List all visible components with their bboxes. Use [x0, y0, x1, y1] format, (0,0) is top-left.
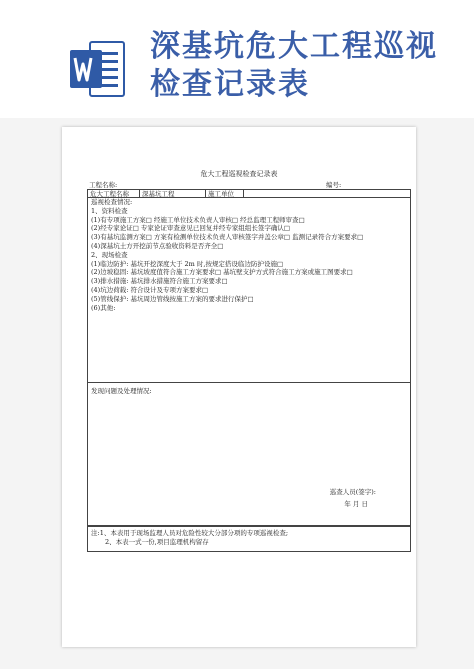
inspection-heading: 巡视检查情况: [91, 198, 133, 206]
check-item: (2)经专家论证□ 专家论证审查意见已回复并经专家组组长签字确认□ [91, 224, 291, 233]
inspection-section [87, 197, 411, 383]
document-title: 危大工程巡视检查记录表 [200, 170, 278, 178]
unit-label-cell: 施工单位 [206, 190, 244, 197]
check-item: (4)深基坑土方开挖前节点验收资料是否齐全□ [91, 241, 224, 250]
note-line: 2、本表一式一份,项目监理机构留存 [105, 537, 209, 546]
word-document-icon [70, 40, 126, 98]
check-item: (6)其他: [91, 303, 116, 312]
type-label-cell: 危大工程名称 [88, 190, 140, 197]
check-item: (4)坑边荷载: 符合设计及专项方案要求□ [91, 285, 209, 294]
type-value-cell: 深基坑工程 [140, 190, 206, 197]
problem-label: 发现问题及处理情况: [91, 387, 152, 395]
banner [0, 0, 474, 118]
check-item: (1)有专项施工方案□ 经施工单位技术负责人审核□ 经总监理工程师审查□ [91, 215, 305, 224]
date-label: 年 月 日 [344, 500, 368, 508]
number-label: 编号: [326, 181, 342, 189]
note-line: 注:1、本表用于现场监理人员对危险性较大分部分项的专项巡视检查; [91, 529, 289, 537]
section-document-check: 1、资料检查 [91, 206, 128, 215]
document-page [62, 127, 416, 647]
check-item: (5)管线保护: 基坑周边管线按施工方案的要求进行保护□ [91, 294, 254, 303]
notes-section [87, 526, 411, 552]
check-item: (2)边坡稳固: 基坑坡度值符合施工方案要求□ 基坑壁支护方式符合施工方案或施工图要求□ [91, 268, 353, 277]
signature-label: 巡查人员(签字): [329, 488, 376, 496]
section-site-check: 2、现场检查 [91, 250, 128, 259]
check-item: (1)临边防护: 基坑开挖深度大于 2m 时,按规定搭设临边防护设施□ [91, 259, 284, 268]
project-name-label: 工程名称: [89, 181, 118, 189]
unit-value-cell [244, 190, 410, 197]
problem-section [87, 382, 411, 526]
check-item: (3)排水措施: 基坑排水措施符合施工方案要求□ [91, 277, 228, 286]
check-item: (3)有基坑监测方案□ 方案有检测单位技术负责人审核签字并盖公章□ 监测记录符合方案要求□ [91, 233, 364, 242]
banner-title: 深基坑危大工程巡视检查记录表 [150, 29, 438, 102]
